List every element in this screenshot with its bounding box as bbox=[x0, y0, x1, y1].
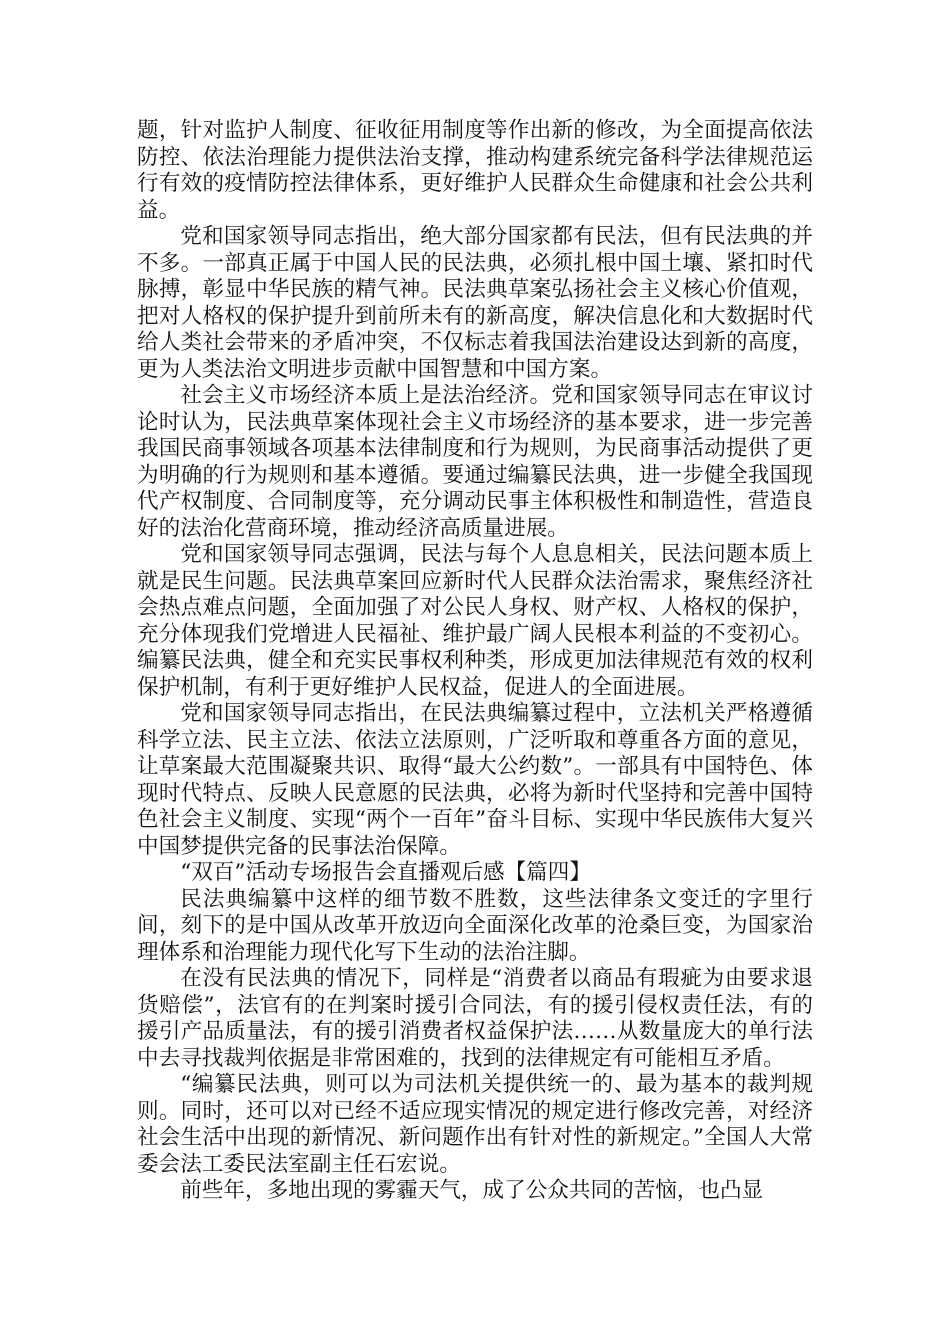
paragraph-4: 党和国家领导同志强调，民法与每个人息息相关，民法问题本质上就是民生问题。民法典草案回应新时代人民群众法治需求，聚焦经济社会热点难点问题，全面加强了对公民人身权、财产权、人格权的保护，充分体现我们党增进人民福祉、维护最广阔人民根本利益的不变初心。编纂民法典，健全和充实民事权利种类，形成更加法律规范有效的权利保护机制，有利于更好维护人民权益，促进人的全面进展。 bbox=[137, 542, 813, 700]
paragraph-3: 社会主义市场经济本质上是法治经济。党和国家领导同志在审议讨论时认为，民法典草案体现社会主义市场经济的基本要求，进一步完善我国民商事领域各项基本法律制度和行为规则，为民商事活动提供了更为明确的行为规则和基本遵循。要通过编纂民法典，进一步健全我国现代产权制度、合同制度等，充分调动民事主体积极性和制造性，营造良好的法治化营商环境，推动经济高质量进展。 bbox=[137, 383, 813, 541]
section-heading: “双百”活动专场报告会直播观后感【篇四】 bbox=[180, 860, 591, 885]
paragraph-2: 党和国家领导同志指出，绝大部分国家都有民法，但有民法典的并不多。一部真正属于中国人民的民法典，必须扎根中国土壤、紧扣时代脉搏，彰显中华民族的精气神。民法典草案弘扬社会主义核心价值观，把对人格权的保护提升到前所未有的新高度，解决信息化和大数据时代给人类社会带来的矛盾冲突，不仅标志着我国法治建设达到新的高度，更为人类法治文明进步贡献中国智慧和中国方案。 bbox=[137, 224, 813, 382]
paragraph-9: 前些年，多地出现的雾霾天气，成了公众共同的苦恼，也凸显 bbox=[180, 1178, 764, 1203]
paragraph-5: 党和国家领导同志指出，在民法典编纂过程中，立法机关严格遵循科学立法、民主立法、依法立法原则，广泛听取和尊重各方面的意见，让草案最大范围凝聚共识、取得“最大公约数”。一部具有中国特色、体现时代特点、反映人民意愿的民法典，必将为新时代坚持和完善中国特色社会主义制度、实现“两个一百年”奋斗目标、实现中华民族伟大复兴中国梦提供完备的民事法治保障。 bbox=[137, 701, 813, 859]
paragraph-7: 在没有民法典的情况下，同样是“消费者以商品有瑕疵为由要求退货赔偿”，法官有的在判案时援引合同法，有的援引侵权责任法，有的援引产品质量法，有的援引消费者权益保护法……从数量庞大的单行法中去寻找裁判依据是非常困难的，找到的法律规定有可能相互矛盾。 bbox=[137, 966, 813, 1071]
document-body bbox=[137, 118, 813, 1205]
paragraph-1: 题，针对监护人制度、征收征用制度等作出新的修改，为全面提高依法防控、依法治理能力提供法治支撑，推动构建系统完备科学法律规范运行有效的疫情防控法律体系，更好维护人民群众生命健康和社会公共利益。 bbox=[137, 118, 813, 223]
paragraph-6: 民法典编纂中这样的细节数不胜数，这些法律条文变迁的字里行间，刻下的是中国从改革开放迈向全面深化改革的沧桑巨变，为国家治理体系和治理能力现代化写下生动的法治注脚。 bbox=[137, 886, 813, 965]
paragraph-8: “编纂民法典，则可以为司法机关提供统一的、最为基本的裁判规则。同时，还可以对已经不适应现实情况的规定进行修改完善，对经济社会生活中出现的新情况、新问题作出有针对性的新规定。”全国人大常委会法工委民法室副主任石宏说。 bbox=[137, 1072, 813, 1177]
